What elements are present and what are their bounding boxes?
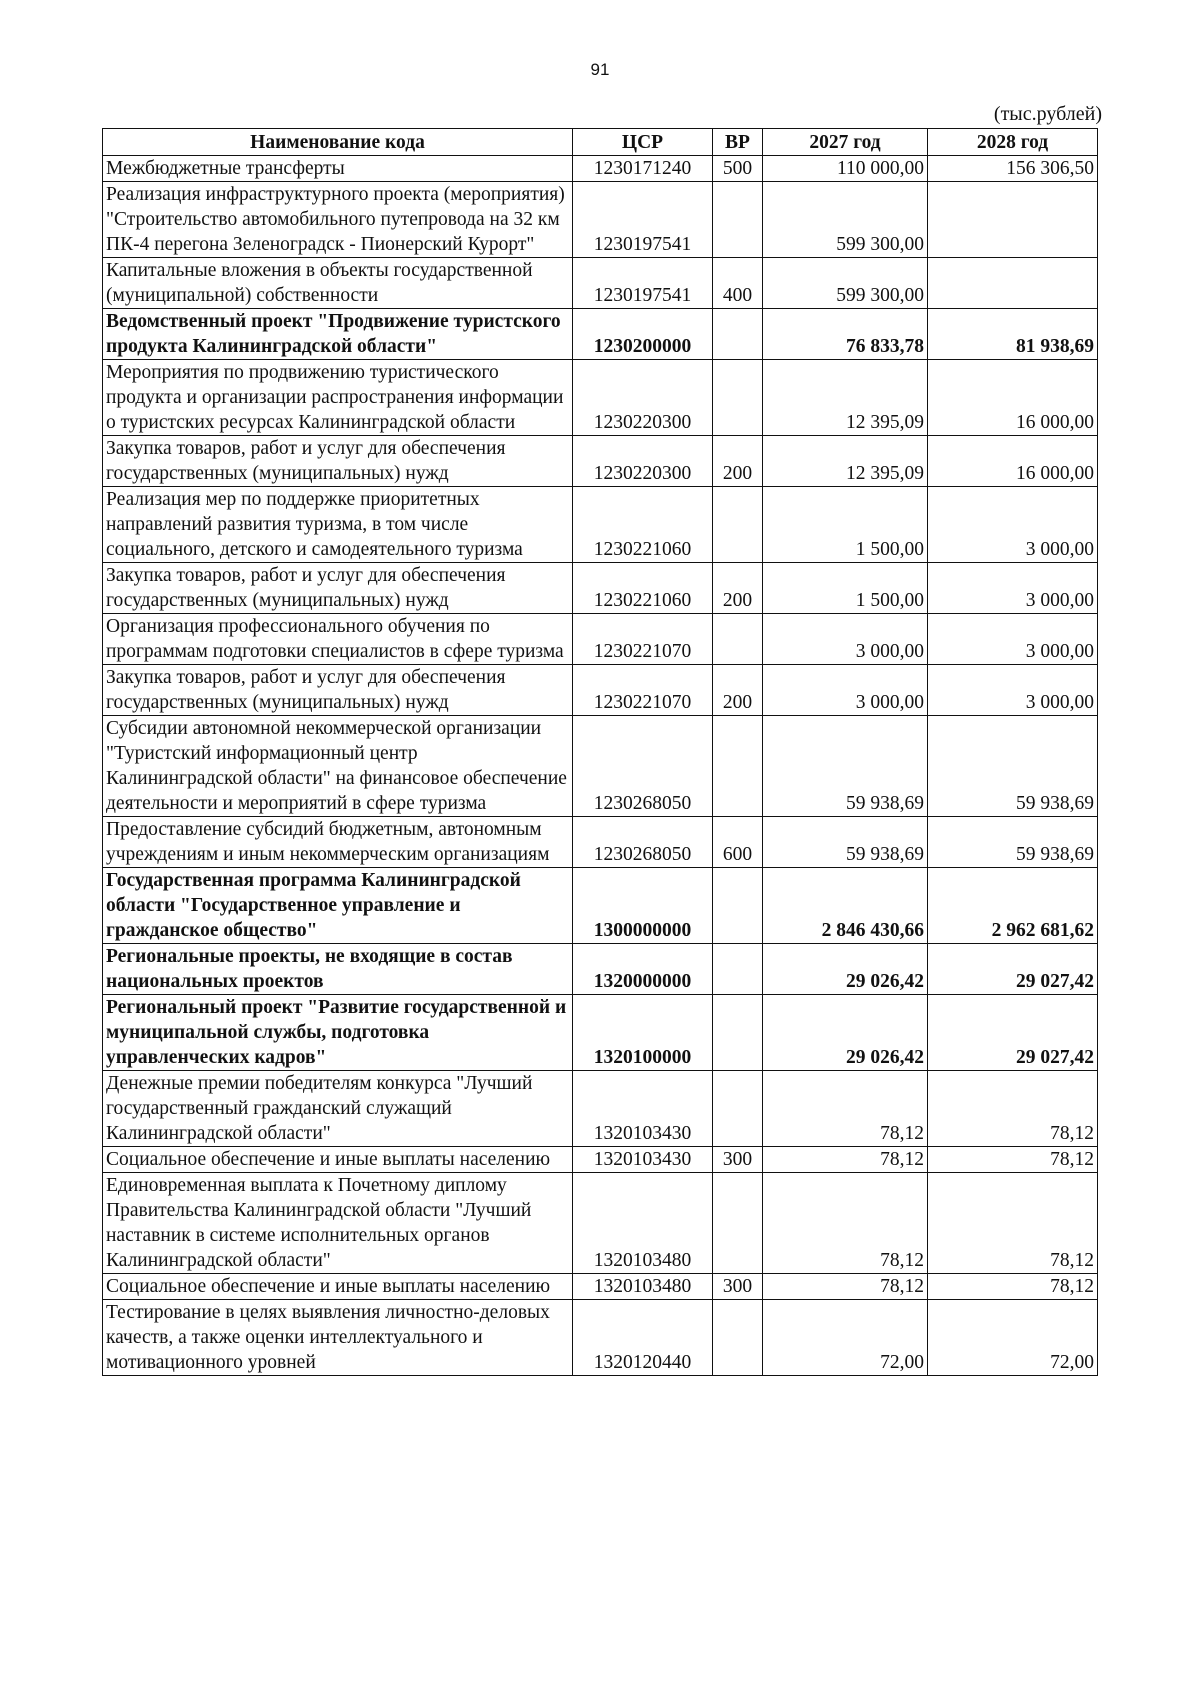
row-2027: 78,12	[763, 1274, 928, 1300]
row-name: Закупка товаров, работ и услуг для обеспечения государственных (муниципальных) нужд	[103, 436, 573, 487]
row-2027: 78,12	[763, 1147, 928, 1173]
row-name: Капитальные вложения в объекты государственной (муниципальной) собственности	[103, 258, 573, 309]
row-vr	[713, 182, 763, 258]
row-name: Региональный проект "Развитие государственной и муниципальной службы, подготовка управленческих кадров"	[103, 995, 573, 1071]
table-row	[103, 1274, 1098, 1300]
row-2028: 16 000,00	[928, 436, 1098, 487]
table-row	[103, 258, 1098, 309]
table-row	[103, 309, 1098, 360]
row-vr: 300	[713, 1274, 763, 1300]
table-row	[103, 1300, 1098, 1376]
row-vr	[713, 716, 763, 817]
row-2027: 1 500,00	[763, 487, 928, 563]
row-2028	[928, 258, 1098, 309]
row-vr: 200	[713, 665, 763, 716]
row-code: 1230220300	[573, 360, 713, 436]
row-2028: 78,12	[928, 1173, 1098, 1274]
row-vr	[713, 487, 763, 563]
table-row	[103, 156, 1098, 182]
row-2028: 78,12	[928, 1147, 1098, 1173]
row-2027: 29 026,42	[763, 944, 928, 995]
row-vr: 200	[713, 563, 763, 614]
row-name: Субсидии автономной некоммерческой организации "Туристский информационный центр Калининградской области" на финансовое обеспечение деятельности и мероприятий в сфере туризма	[103, 716, 573, 817]
table-header-row	[103, 129, 1098, 156]
row-code: 1230268050	[573, 716, 713, 817]
header-vr: ВР	[713, 129, 763, 156]
row-2027: 76 833,78	[763, 309, 928, 360]
row-code: 1230221060	[573, 563, 713, 614]
row-2027: 3 000,00	[763, 614, 928, 665]
row-2028: 3 000,00	[928, 487, 1098, 563]
table-row	[103, 995, 1098, 1071]
row-2027: 72,00	[763, 1300, 928, 1376]
row-name: Государственная программа Калининградской области "Государственное управление и гражданское общество"	[103, 868, 573, 944]
row-vr	[713, 868, 763, 944]
row-code: 1320103480	[573, 1274, 713, 1300]
row-code: 1230221060	[573, 487, 713, 563]
row-name: Организация профессионального обучения по программам подготовки специалистов в сфере туризма	[103, 614, 573, 665]
row-name: Социальное обеспечение и иные выплаты населению	[103, 1147, 573, 1173]
row-vr	[713, 360, 763, 436]
row-code: 1230221070	[573, 665, 713, 716]
row-2028: 29 027,42	[928, 995, 1098, 1071]
table-row	[103, 563, 1098, 614]
row-code: 1320120440	[573, 1300, 713, 1376]
row-vr	[713, 995, 763, 1071]
table-row	[103, 182, 1098, 258]
row-2027: 59 938,69	[763, 716, 928, 817]
row-name: Предоставление субсидий бюджетным, автономным учреждениям и иным некоммерческим организациям	[103, 817, 573, 868]
table-body	[103, 156, 1098, 1376]
row-2028: 59 938,69	[928, 817, 1098, 868]
row-code: 1230197541	[573, 258, 713, 309]
budget-table	[102, 128, 1098, 1376]
page-number: 91	[590, 60, 610, 79]
table-row	[103, 614, 1098, 665]
row-2028: 156 306,50	[928, 156, 1098, 182]
row-2028: 3 000,00	[928, 563, 1098, 614]
row-2028: 3 000,00	[928, 614, 1098, 665]
row-name: Денежные премии победителям конкурса "Лучший государственный гражданский служащий Калининградской области"	[103, 1071, 573, 1147]
row-2027: 59 938,69	[763, 817, 928, 868]
row-2027: 12 395,09	[763, 360, 928, 436]
row-2027: 12 395,09	[763, 436, 928, 487]
row-vr	[713, 1300, 763, 1376]
row-vr	[713, 1173, 763, 1274]
row-2027: 599 300,00	[763, 258, 928, 309]
row-name: Мероприятия по продвижению туристического продукта и организации распространения информации о туристских ресурсах Калининградской области	[103, 360, 573, 436]
row-code: 1320103480	[573, 1173, 713, 1274]
row-name: Закупка товаров, работ и услуг для обеспечения государственных (муниципальных) нужд	[103, 563, 573, 614]
header-2028: 2028 год	[928, 129, 1098, 156]
row-name: Тестирование в целях выявления личностно-деловых качеств, а также оценки интеллектуального и мотивационного уровней	[103, 1300, 573, 1376]
row-name: Ведомственный проект "Продвижение туристского продукта Калининградской области"	[103, 309, 573, 360]
row-code: 1320100000	[573, 995, 713, 1071]
row-2028: 29 027,42	[928, 944, 1098, 995]
row-vr: 300	[713, 1147, 763, 1173]
row-name: Закупка товаров, работ и услуг для обеспечения государственных (муниципальных) нужд	[103, 665, 573, 716]
table-row	[103, 487, 1098, 563]
row-code: 1320000000	[573, 944, 713, 995]
row-vr: 500	[713, 156, 763, 182]
row-2028: 2 962 681,62	[928, 868, 1098, 944]
row-2027: 110 000,00	[763, 156, 928, 182]
table-row	[103, 944, 1098, 995]
header-name: Наименование кода	[103, 129, 573, 156]
row-2027: 78,12	[763, 1071, 928, 1147]
row-2027: 78,12	[763, 1173, 928, 1274]
table-row	[103, 817, 1098, 868]
row-code: 1300000000	[573, 868, 713, 944]
row-2028: 16 000,00	[928, 360, 1098, 436]
row-vr: 400	[713, 258, 763, 309]
row-code: 1230197541	[573, 182, 713, 258]
row-2028: 59 938,69	[928, 716, 1098, 817]
row-code: 1320103430	[573, 1147, 713, 1173]
units-label: (тыс.рублей)	[993, 103, 1102, 125]
row-code: 1230221070	[573, 614, 713, 665]
row-2027: 3 000,00	[763, 665, 928, 716]
row-2027: 2 846 430,66	[763, 868, 928, 944]
row-vr: 600	[713, 817, 763, 868]
row-code: 1320103430	[573, 1071, 713, 1147]
header-2027: 2027 год	[763, 129, 928, 156]
row-name: Социальное обеспечение и иные выплаты населению	[103, 1274, 573, 1300]
row-2027: 29 026,42	[763, 995, 928, 1071]
table-row	[103, 1147, 1098, 1173]
table-row	[103, 360, 1098, 436]
row-vr	[713, 614, 763, 665]
row-name: Региональные проекты, не входящие в состав национальных проектов	[103, 944, 573, 995]
row-name: Реализация инфраструктурного проекта (мероприятия) "Строительство автомобильного путепровода на 32 км ПК-4 перегона Зеленоградск - Пионерский Курорт"	[103, 182, 573, 258]
row-vr	[713, 1071, 763, 1147]
row-2028	[928, 182, 1098, 258]
row-vr	[713, 309, 763, 360]
row-code: 1230171240	[573, 156, 713, 182]
row-2028: 78,12	[928, 1071, 1098, 1147]
table-row	[103, 868, 1098, 944]
row-2028: 81 938,69	[928, 309, 1098, 360]
table-row	[103, 716, 1098, 817]
row-vr	[713, 944, 763, 995]
row-2028: 78,12	[928, 1274, 1098, 1300]
row-code: 1230220300	[573, 436, 713, 487]
row-vr: 200	[713, 436, 763, 487]
row-name: Единовременная выплата к Почетному диплому Правительства Калининградской области "Лучший наставник в системе исполнительных органов Калининградской области"	[103, 1173, 573, 1274]
table-row	[103, 436, 1098, 487]
row-code: 1230200000	[573, 309, 713, 360]
header-code: ЦСР	[573, 129, 713, 156]
row-2028: 72,00	[928, 1300, 1098, 1376]
row-2027: 599 300,00	[763, 182, 928, 258]
table-row	[103, 1173, 1098, 1274]
row-name: Реализация мер по поддержке приоритетных направлений развития туризма, в том числе социального, детского и самодеятельного туризма	[103, 487, 573, 563]
row-name: Межбюджетные трансферты	[103, 156, 573, 182]
table-row	[103, 1071, 1098, 1147]
table-row	[103, 665, 1098, 716]
row-code: 1230268050	[573, 817, 713, 868]
row-2028: 3 000,00	[928, 665, 1098, 716]
row-2027: 1 500,00	[763, 563, 928, 614]
